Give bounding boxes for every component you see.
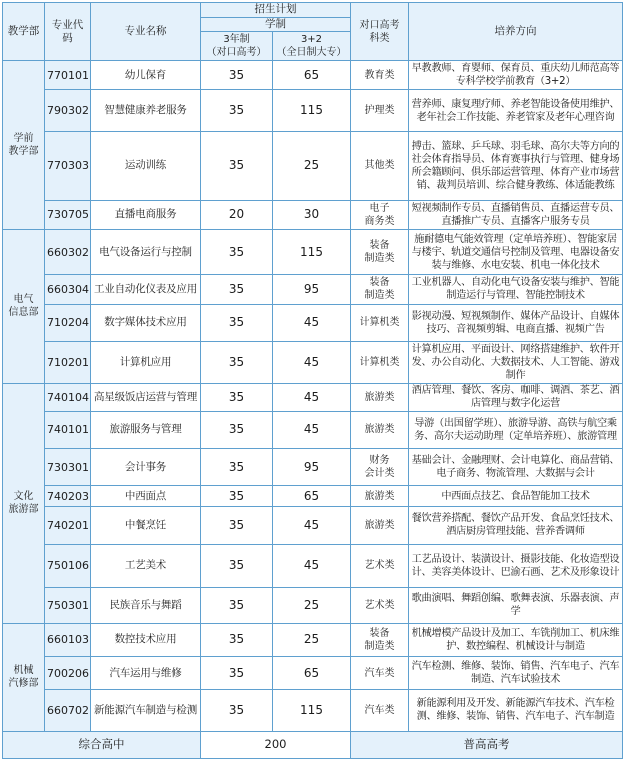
table-row: [3, 449, 623, 486]
major-code: 660103: [45, 623, 91, 656]
department-name-line2: 教学部: [8, 145, 39, 157]
training-direction: 营养师、康复理疗师、养老智能设备使用维护、老年社会工作技能、养老管家及老年心理咨询: [409, 90, 623, 132]
footer-row: [3, 731, 623, 758]
training-direction: 计算机应用、平面设计、网络搭建维护、软件开发、办公自动化、大数据技术、人工智能、游戏制作: [409, 341, 623, 383]
exam-category: [351, 383, 409, 411]
exam-category-line1: 其他类: [364, 160, 395, 172]
major-code: 700206: [45, 656, 91, 689]
table-row: [3, 588, 623, 623]
major-code: 740203: [45, 486, 91, 507]
major-code: 740201: [45, 507, 91, 544]
quota-3plus2: 65: [273, 486, 351, 507]
training-direction: 工业机器人、自动化电气设备安装与维护、智能制造运行与管理、智能控制技术: [409, 275, 623, 304]
table-row: [3, 690, 623, 732]
quota-3year: 20: [201, 200, 273, 229]
table-row: [3, 304, 623, 341]
exam-category-line1: 旅游类: [364, 519, 395, 531]
table-row: [3, 61, 623, 90]
header-3year-line1: 3年制: [223, 34, 250, 46]
major-name: 高星级饭店运营与管理: [91, 383, 201, 411]
quota-3year: 35: [201, 623, 273, 656]
training-direction: 餐饮营养搭配、餐饮产品开发、食品烹饪技术、酒店厨房管理技能、营养香调师: [409, 507, 623, 544]
quota-3year: 35: [201, 275, 273, 304]
exam-category-line1: 旅游类: [364, 391, 395, 403]
header-direction: 培养方向: [409, 3, 623, 61]
enrollment-plan-table: [2, 2, 623, 759]
major-code: 740104: [45, 383, 91, 411]
quota-3year: 35: [201, 507, 273, 544]
table-row: [3, 623, 623, 656]
major-code: 660302: [45, 229, 91, 275]
exam-category: [351, 623, 409, 656]
table-row: [3, 200, 623, 229]
department-name-line2: 旅游部: [8, 504, 39, 516]
header-3plus2: [273, 32, 351, 61]
header-plan: 招生计划: [201, 3, 351, 18]
quota-3plus2: 25: [273, 131, 351, 200]
quota-3plus2: 45: [273, 383, 351, 411]
major-code: 750301: [45, 588, 91, 623]
exam-category-line1: 艺术类: [364, 560, 395, 572]
table-row: [3, 275, 623, 304]
training-direction: 机械增模产品设计及加工、车铣削加工、机床维护、数控编程、机械设计与制造: [409, 623, 623, 656]
header-3plus2-line2: （全日制大专）: [276, 47, 347, 59]
quota-3year: 35: [201, 341, 273, 383]
quota-3plus2: 45: [273, 507, 351, 544]
table-row: [3, 486, 623, 507]
exam-category-line1: 护理类: [364, 105, 395, 117]
exam-category-line2: 制造类: [364, 290, 395, 302]
major-name: 汽车运用与维修: [91, 656, 201, 689]
major-name: 民族音乐与舞蹈: [91, 588, 201, 623]
exam-category-line2: 商务类: [364, 215, 395, 227]
major-name: 中西面点: [91, 486, 201, 507]
quota-3year: 35: [201, 588, 273, 623]
major-code: 730705: [45, 200, 91, 229]
training-direction: 导游（出国留学班）、旅游导游、高铁与航空乘务、高尔夫运动助理（定单培养班）、旅游管理: [409, 411, 623, 448]
training-direction: 汽车检测、维修、装饰、销售、汽车电子、汽车制造、汽车试验技术: [409, 656, 623, 689]
exam-category-line1: 汽车类: [364, 704, 395, 716]
quota-3plus2: 25: [273, 623, 351, 656]
exam-category-line1: 旅游类: [364, 424, 395, 436]
quota-3plus2: 65: [273, 656, 351, 689]
exam-category-line2: 制造类: [364, 640, 395, 652]
major-name: 会计事务: [91, 449, 201, 486]
major-code: 660702: [45, 690, 91, 732]
quota-3plus2: 45: [273, 341, 351, 383]
exam-category: [351, 588, 409, 623]
quota-3year: 35: [201, 229, 273, 275]
exam-category: [351, 656, 409, 689]
exam-category-line1: 电子: [369, 202, 390, 214]
quota-3plus2: 65: [273, 61, 351, 90]
header-department: 教学部: [3, 3, 45, 61]
department-name-line1: 学前: [13, 132, 34, 144]
exam-category: [351, 341, 409, 383]
exam-category: [351, 507, 409, 544]
footer-count: 200: [201, 731, 351, 758]
department-name-line1: 电气: [13, 294, 34, 306]
department-cell: [3, 623, 45, 731]
exam-category-line2: 制造类: [364, 253, 395, 265]
exam-category-line1: 计算机类: [359, 317, 400, 329]
training-direction: 基础会计、金融理财、会计电算化、商品营销、电子商务、物流管理、大数据与会计: [409, 449, 623, 486]
quota-3year: 35: [201, 690, 273, 732]
major-name: 运动训练: [91, 131, 201, 200]
department-name-line1: 文化: [13, 491, 34, 503]
exam-category-line1: 汽车类: [364, 667, 395, 679]
exam-category: [351, 544, 409, 588]
major-name: 直播电商服务: [91, 200, 201, 229]
exam-category-line2: 会计类: [364, 468, 395, 480]
exam-category-line1: 财务: [369, 455, 390, 467]
major-name: 中餐烹饪: [91, 507, 201, 544]
major-code: 710201: [45, 341, 91, 383]
quota-3plus2: 95: [273, 275, 351, 304]
exam-category: [351, 200, 409, 229]
major-name: 旅游服务与管理: [91, 411, 201, 448]
training-direction: 歌曲演唱、舞蹈创编、歌舞表演、乐器表演、声学: [409, 588, 623, 623]
exam-category: [351, 304, 409, 341]
major-code: 660304: [45, 275, 91, 304]
exam-category-line1: 计算机类: [359, 356, 400, 368]
major-code: 730301: [45, 449, 91, 486]
major-name: 工业自动化仪表及应用: [91, 275, 201, 304]
quota-3year: 35: [201, 656, 273, 689]
quota-3plus2: 115: [273, 90, 351, 132]
header-category-line2: 科类: [369, 32, 390, 44]
exam-category-line1: 教育类: [364, 69, 395, 81]
header-name: 专业名称: [91, 3, 201, 61]
department-name-line2: 信息部: [8, 307, 39, 319]
department-name-line2: 汽修部: [8, 678, 39, 690]
training-direction: 工艺品设计、装潢设计、摄影技能、化妆造型设计、美容美体设计、巴渝石画、艺术及形象设计: [409, 544, 623, 588]
header-3year-line2: （对口高考）: [206, 47, 267, 59]
exam-category: [351, 449, 409, 486]
quota-3plus2: 115: [273, 229, 351, 275]
quota-3plus2: 115: [273, 690, 351, 732]
quota-3plus2: 25: [273, 588, 351, 623]
quota-3year: 35: [201, 411, 273, 448]
exam-category: [351, 90, 409, 132]
major-code: 750106: [45, 544, 91, 588]
quota-3year: 35: [201, 544, 273, 588]
header-3plus2-line1: 3+2: [300, 34, 323, 46]
exam-category-line1: 装备: [369, 627, 390, 639]
training-direction: 酒店管理、餐饮、客房、咖啡、调酒、茶艺、酒店管理与数字化运营: [409, 383, 623, 411]
table-row: [3, 229, 623, 275]
table-row: [3, 131, 623, 200]
table-row: [3, 411, 623, 448]
header-category-line1: 对口高考: [359, 19, 400, 31]
major-name: 数字媒体技术应用: [91, 304, 201, 341]
table-row: [3, 544, 623, 588]
table-row: [3, 383, 623, 411]
quota-3year: 35: [201, 61, 273, 90]
major-name: 数控技术应用: [91, 623, 201, 656]
table-row: [3, 341, 623, 383]
header-code: 专业代码: [45, 3, 91, 61]
department-cell: [3, 61, 45, 229]
major-name: 智慧健康养老服务: [91, 90, 201, 132]
exam-category-line1: 旅游类: [364, 490, 395, 502]
training-direction: 影视动漫、短视频制作、媒体产品设计、自媒体技巧、音视频剪辑、电商直播、视频广告: [409, 304, 623, 341]
training-direction: 搏击、篮球、乒乓球、羽毛球、高尔夫等方向的社会体育指导员、体育赛事执行与管理、健身场所会籍顾问、俱乐部运营管理、体育产业市场营销、裁判员培训、综合健身教练、体适能教练: [409, 131, 623, 200]
department-name-line1: 机械: [13, 665, 34, 677]
major-name: 电气设备运行与控制: [91, 229, 201, 275]
training-direction: 施耐德电气能效管理（定单培养班）、智能家居与楼宇、轨道交通信号控制及管理、电器设备安装与维修、水电安装、机电一体化技术: [409, 229, 623, 275]
table-row: [3, 507, 623, 544]
quota-3plus2: 95: [273, 449, 351, 486]
quota-3plus2: 45: [273, 304, 351, 341]
exam-category: [351, 131, 409, 200]
quota-3plus2: 45: [273, 411, 351, 448]
exam-category: [351, 275, 409, 304]
major-name: 新能源汽车制造与检测: [91, 690, 201, 732]
major-code: 770101: [45, 61, 91, 90]
quota-3year: 35: [201, 131, 273, 200]
training-direction: 新能源利用及开发、新能源汽车技术、汽车检测、维修、装饰、销售、汽车电子、汽车制造: [409, 690, 623, 732]
quota-3year: 35: [201, 90, 273, 132]
exam-category: [351, 411, 409, 448]
major-code: 740101: [45, 411, 91, 448]
header-schooling: 学制: [201, 17, 351, 32]
footer-direction: 普高高考: [351, 731, 623, 758]
exam-category: [351, 690, 409, 732]
table-row: [3, 656, 623, 689]
exam-category-line1: 装备: [369, 277, 390, 289]
major-code: 790302: [45, 90, 91, 132]
quota-3plus2: 30: [273, 200, 351, 229]
exam-category: [351, 486, 409, 507]
major-name: 计算机应用: [91, 341, 201, 383]
department-cell: [3, 229, 45, 383]
quota-3year: 35: [201, 304, 273, 341]
footer-label: 综合高中: [3, 731, 201, 758]
exam-category: [351, 61, 409, 90]
quota-3year: 35: [201, 383, 273, 411]
table-row: [3, 90, 623, 132]
header-3year: [201, 32, 273, 61]
exam-category-line1: 艺术类: [364, 599, 395, 611]
major-name: 工艺美术: [91, 544, 201, 588]
header-category: [351, 3, 409, 61]
quota-3plus2: 45: [273, 544, 351, 588]
quota-3year: 35: [201, 486, 273, 507]
major-code: 710204: [45, 304, 91, 341]
exam-category: [351, 229, 409, 275]
department-cell: [3, 383, 45, 623]
quota-3year: 35: [201, 449, 273, 486]
training-direction: 早教教师、育婴师、保育员、重庆幼儿师范高等专科学校学前教育（3+2）: [409, 61, 623, 90]
training-direction: 中西面点技艺、食品智能加工技术: [409, 486, 623, 507]
major-code: 770303: [45, 131, 91, 200]
training-direction: 短视频制作专员、直播销售员、直播运营专员、直播推广专员、直播客户服务专员: [409, 200, 623, 229]
exam-category-line1: 装备: [369, 240, 390, 252]
major-name: 幼儿保育: [91, 61, 201, 90]
